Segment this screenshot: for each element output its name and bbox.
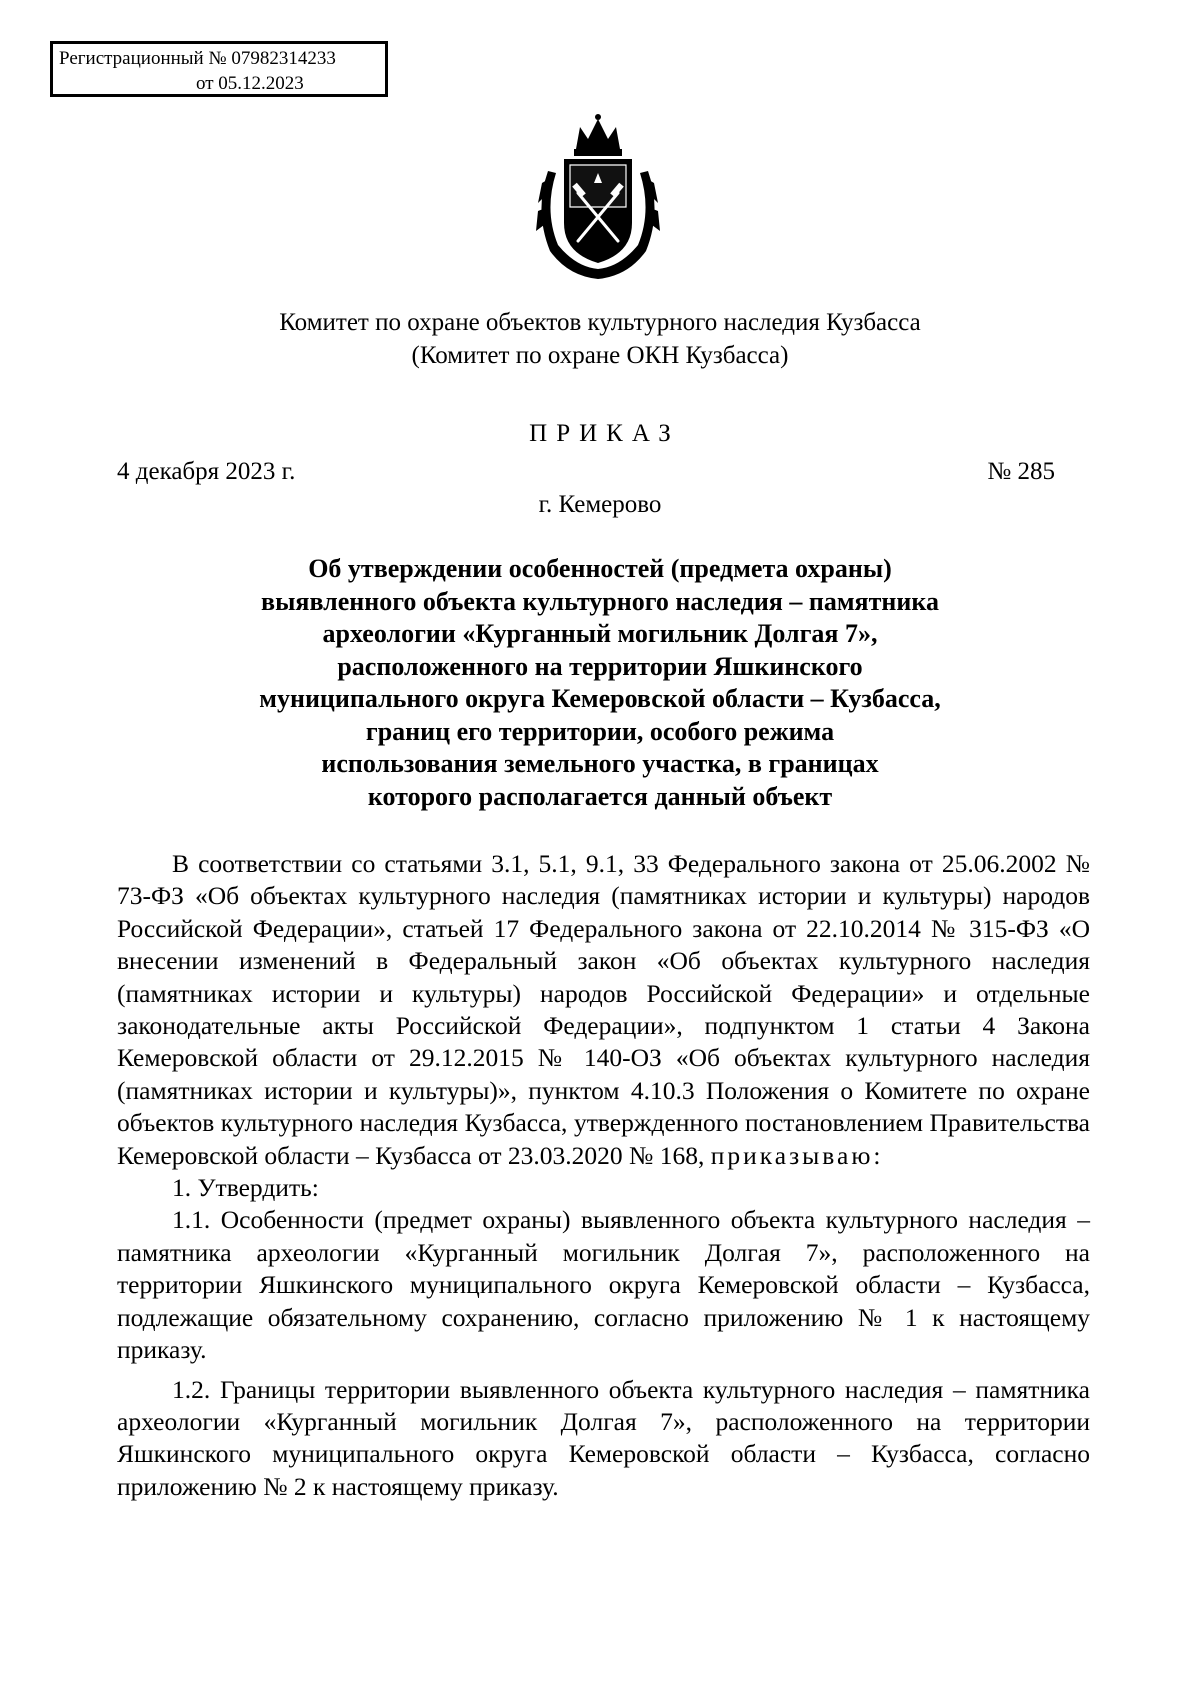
order-city: г. Кемерово [538, 491, 662, 518]
preamble-paragraph [117, 848, 1090, 1172]
heading-line: археологии «Курганный могильник Долгая 7», [322, 619, 878, 648]
organization-name: Комитет по охране объектов культурного наследия Кузбасса [279, 309, 921, 336]
order-title: ПРИКАЗ [529, 420, 680, 447]
organization-short-name: (Комитет по охране ОКН Кузбасса) [411, 342, 789, 369]
order-body [117, 848, 1090, 1503]
registration-stamp [50, 41, 388, 97]
heading-line: использования земельного участка, в границах [321, 749, 879, 778]
registration-date: от 05.12.2023 [196, 73, 304, 94]
item-1-1: 1.1. Особенности (предмет охраны) выявленного объекта культурного наследия – памятника археологии «Курганный могильник Долгая 7», расположенного на территории Яшкинского муниципального округа Кемеровской области – Кузбасса, подлежащие обязательному сохранению, согласно приложению № 1 к настоящему приказу. [117, 1205, 1090, 1365]
heading-line: Об утверждении особенностей (предмета охраны) [308, 554, 892, 583]
kuzbass-coat-of-arms-icon [528, 111, 668, 283]
order-heading [150, 553, 1050, 813]
heading-line: выявленного объекта культурного наследия – памятника [261, 586, 939, 616]
heading-line: границ его территории, особого режима [365, 716, 835, 746]
item-1: 1. Утвердить: [172, 1173, 319, 1203]
item-1-2: 1.2. Границы территории выявленного объекта культурного наследия – памятника археологии «Курганный могильник Долгая 7», расположенного на территории Яшкинского муниципального округа Кемеровской области – Кузбасса, согласно приложению № 2 к настоящему приказу. [117, 1374, 1090, 1501]
heading-line: которого располагается данный объект [367, 781, 833, 811]
order-number: № 285 [987, 458, 1055, 485]
heading-line: муниципального округа Кемеровской области – Кузбасса, [259, 684, 941, 713]
order-verb: приказываю: [710, 1140, 884, 1170]
order-date: 4 декабря 2023 г. [117, 458, 296, 485]
registration-number: Регистрационный № 07982314233 [59, 48, 336, 69]
heading-line: расположенного на территории Яшкинского [337, 651, 863, 681]
preamble-text: В соответствии со статьями 3.1, 5.1, 9.1, 33 Федерального закона от 25.06.2002 № 73-ФЗ «Об объектах культурного наследия (памятниках истории и культуры) народов Российской Федерации», статьей 17 Федерального закона от 22.10.2014 № 315-ФЗ «О внесении изменений в Федеральный закон «Об объектах культурного наследия (памятниках истории и культуры) народов Российской Федерации» и отдельные законодательные акты Российской Федерации», подпунктом 1 статьи 4 Закона Кемеровской области от 29.12.2015 № 140-ОЗ «Об объектах культурного наследия (памятниках истории и культуры)», пунктом 4.10.3 Положения о Комитете по охране объектов культурного наследия Кузбасса, утвержденного постановлением Правительства Кемеровской области – Кузбасса от 23.03.2020 № 168, [117, 849, 1090, 1170]
organization-block [0, 306, 1200, 372]
